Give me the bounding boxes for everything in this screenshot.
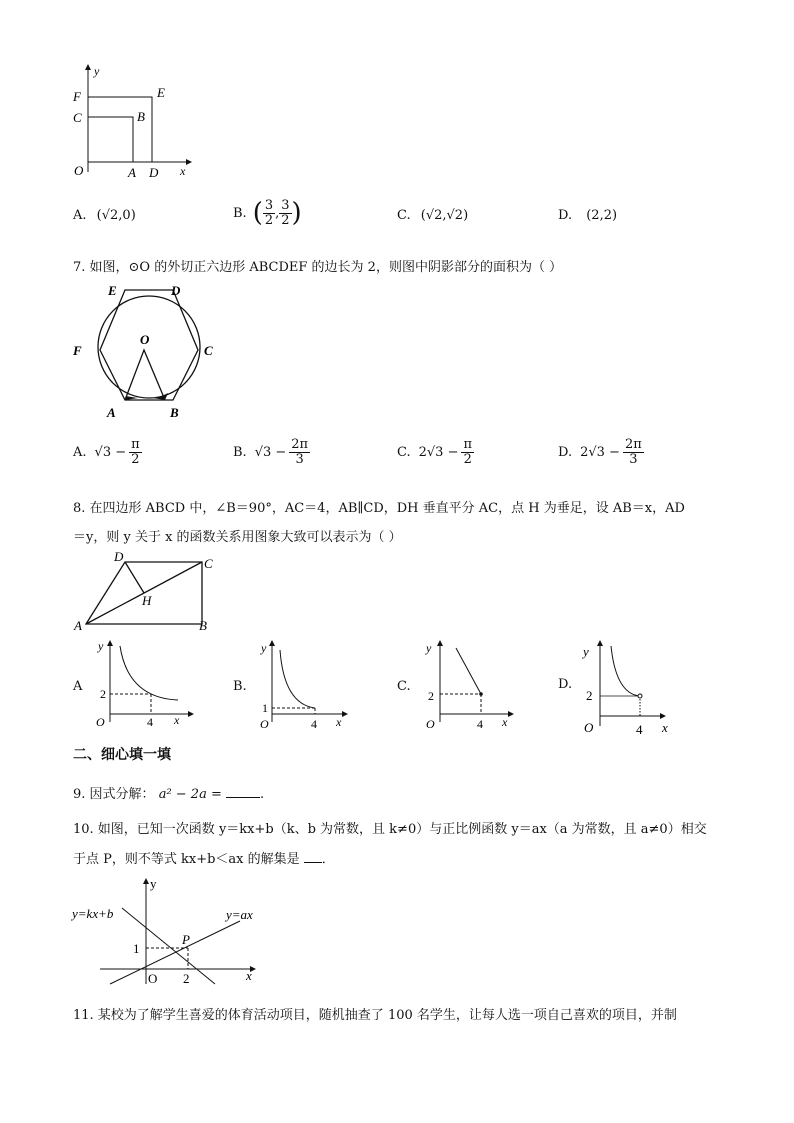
q7-option-b[interactable] — [233, 438, 310, 467]
option-lead: 2√3 − — [418, 445, 459, 460]
fraction-1: $\frac{3}{2}$ — [264, 197, 274, 228]
option-letter: A. — [73, 208, 87, 223]
q7-stem: 7. 如图，⊙O 的外切正六边形 ABCDEF 的边长为 2，则图中阴影部分的面积为（ ） — [73, 260, 563, 275]
label-B: B — [199, 618, 207, 633]
label-F: F — [73, 343, 82, 358]
label-x: x — [174, 713, 180, 727]
label-x: x — [246, 968, 252, 983]
label-origin: O — [260, 717, 269, 731]
option-letter: D. — [558, 445, 573, 460]
period: . — [260, 787, 265, 802]
option-letter: A. — [73, 445, 87, 460]
q9-expression: a² − 2a = — [158, 787, 222, 802]
q8-option-d-graph[interactable] — [580, 638, 680, 738]
q8-option-d-letter[interactable]: D. — [558, 677, 573, 692]
x-axis-arrow — [188, 711, 194, 717]
q8-option-c-graph[interactable] — [418, 638, 518, 731]
label-D: D — [149, 165, 159, 180]
open-paren: ( — [252, 198, 263, 228]
option-lead: 2√3 − — [580, 445, 620, 460]
q9 — [73, 783, 264, 802]
tick-x: 4 — [311, 717, 317, 731]
option-fraction: $\frac{2\pi}{3}$ — [624, 437, 642, 467]
label-O: O — [140, 332, 150, 347]
tick-y: 2 — [100, 687, 106, 701]
label-origin: O — [426, 717, 435, 731]
x-axis-arrow — [508, 711, 514, 717]
q7-option-c[interactable] — [397, 438, 474, 467]
tick-y: 1 — [262, 701, 268, 715]
label-P: P — [182, 932, 190, 947]
tick-2: 2 — [183, 971, 190, 986]
label-C: C — [204, 343, 213, 358]
fraction-2: $\frac{3}{2}$ — [281, 197, 290, 228]
label-F: F — [73, 89, 81, 104]
option-letter: C. — [397, 208, 411, 223]
label-y: y — [261, 641, 267, 655]
q7-figure — [70, 280, 230, 420]
label-O: O — [74, 163, 84, 178]
line-y-ax — [110, 921, 240, 984]
q10-line2-text: 于点 P，则不等式 kx+b＜ax 的解集是 — [73, 852, 300, 867]
open-endpoint — [638, 694, 642, 698]
option-lead: √3 − — [254, 445, 287, 460]
tick-x: 4 — [147, 715, 153, 729]
tick-1: 1 — [133, 941, 140, 956]
option-letter: C. — [397, 445, 411, 460]
q8-option-a-letter[interactable]: A — [73, 679, 83, 694]
q8-option-b-letter[interactable]: B. — [233, 679, 247, 694]
label-y: y — [426, 641, 432, 655]
square-odef — [88, 97, 152, 162]
label-E: E — [157, 85, 165, 100]
y-axis-arrow — [143, 878, 149, 884]
square-oacb — [88, 117, 133, 162]
label-y: y — [94, 64, 100, 78]
tick-y: 2 — [586, 688, 593, 703]
label-A: A — [107, 405, 116, 420]
label-B: B — [137, 109, 145, 124]
label-y: y — [98, 639, 104, 653]
q6-option-c[interactable] — [397, 208, 468, 223]
q7-option-a[interactable] — [73, 438, 142, 467]
label-H: H — [142, 593, 152, 608]
x-axis-arrow — [186, 159, 192, 165]
y-axis-arrow — [437, 640, 443, 646]
y-axis-arrow — [269, 640, 275, 646]
q7-option-d[interactable] — [558, 438, 644, 467]
label-origin: O — [96, 715, 105, 729]
y-axis-arrow — [597, 640, 603, 646]
label-y: y — [583, 644, 589, 659]
answer-blank[interactable] — [226, 785, 260, 798]
tick-y: 2 — [428, 689, 434, 703]
label-C: C — [73, 110, 82, 125]
label-C: C — [204, 556, 213, 571]
label-x: x — [336, 715, 342, 729]
label-E: E — [108, 283, 117, 298]
option-text: (√2,√2) — [420, 208, 469, 223]
y-axis-arrow — [85, 64, 91, 70]
option-text: (√2,0) — [96, 208, 136, 223]
q10-figure — [70, 872, 270, 990]
label-x: x — [662, 720, 668, 735]
label-A: A — [74, 618, 82, 633]
q8-option-c-letter[interactable]: C. — [397, 679, 411, 694]
q9-prefix: 9. 因式分解： — [73, 787, 155, 802]
sector-radii — [125, 350, 165, 400]
x-axis-arrow — [342, 711, 348, 717]
q6-option-d[interactable] — [558, 208, 617, 223]
q6-option-b[interactable] — [233, 198, 302, 228]
label-B: B — [170, 405, 179, 420]
x-axis-arrow — [660, 713, 666, 719]
endpoint — [479, 692, 483, 696]
close-paren: ) — [291, 198, 302, 228]
q6-figure — [66, 62, 196, 182]
label-A: A — [128, 165, 136, 180]
option-lead: √3 − — [94, 445, 127, 460]
curve — [611, 646, 640, 696]
label-origin: O — [584, 720, 594, 735]
label-x: x — [180, 164, 186, 178]
label-O: O — [148, 971, 158, 986]
q8-stem-line2: ＝y，则 y 关于 x 的函数关系用图象大致可以表示为（ ） — [73, 530, 402, 545]
q8-stem-line1: 8. 在四边形 ABCD 中，∠B＝90°，AC＝4，AB∥CD，DH 垂直平分 AC，点 H 为垂足，设 AB＝x，AD — [73, 501, 685, 516]
label-y: y — [150, 876, 157, 891]
option-letter: B. — [233, 445, 247, 460]
period: ． — [321, 852, 335, 867]
q10-line1: 10. 如图，已知一次函数 y＝kx+b（k、b 为常数，且 k≠0）与正比例函数 y＝ax（a 为常数，且 a≠0）相交 — [73, 822, 707, 837]
label-x: x — [502, 715, 508, 729]
tick-x: 4 — [636, 722, 643, 737]
tick-x: 4 — [477, 717, 483, 731]
option-fraction: $\frac{\pi}{2}$ — [131, 437, 140, 467]
inscribed-circle — [98, 296, 200, 398]
curve — [120, 646, 178, 700]
curve — [280, 650, 315, 708]
q11-line1: 11. 某校为了解学生喜爱的体育活动项目，随机抽查了 100 名学生，让每人选一项自己喜欢的项目，并制 — [73, 1008, 677, 1023]
option-text: (2,2) — [586, 208, 618, 223]
option-fraction: $\frac{\pi}{2}$ — [463, 437, 473, 467]
comma: , — [275, 205, 280, 221]
label-line-ax: y=ax — [226, 907, 253, 922]
section-title: 二、细心填一填 — [73, 747, 171, 763]
segment-dh — [125, 562, 144, 593]
answer-blank[interactable] — [304, 850, 322, 863]
q8-option-a-graph[interactable] — [88, 638, 198, 728]
option-letter: B. — [233, 205, 247, 221]
q8-option-b-graph[interactable] — [252, 638, 352, 731]
y-axis-arrow — [107, 640, 113, 646]
label-line-kxb: y=kx+b — [72, 906, 114, 921]
option-letter: D. — [558, 208, 573, 223]
q8-figure — [70, 548, 220, 636]
option-fraction: $\frac{2\pi}{3}$ — [291, 437, 309, 467]
q6-option-a[interactable] — [73, 208, 136, 223]
line-segment — [456, 648, 481, 694]
label-D: D — [171, 283, 181, 298]
q10-line2 — [73, 848, 335, 867]
shaded-region-right — [153, 393, 168, 400]
label-D: D — [114, 549, 124, 564]
